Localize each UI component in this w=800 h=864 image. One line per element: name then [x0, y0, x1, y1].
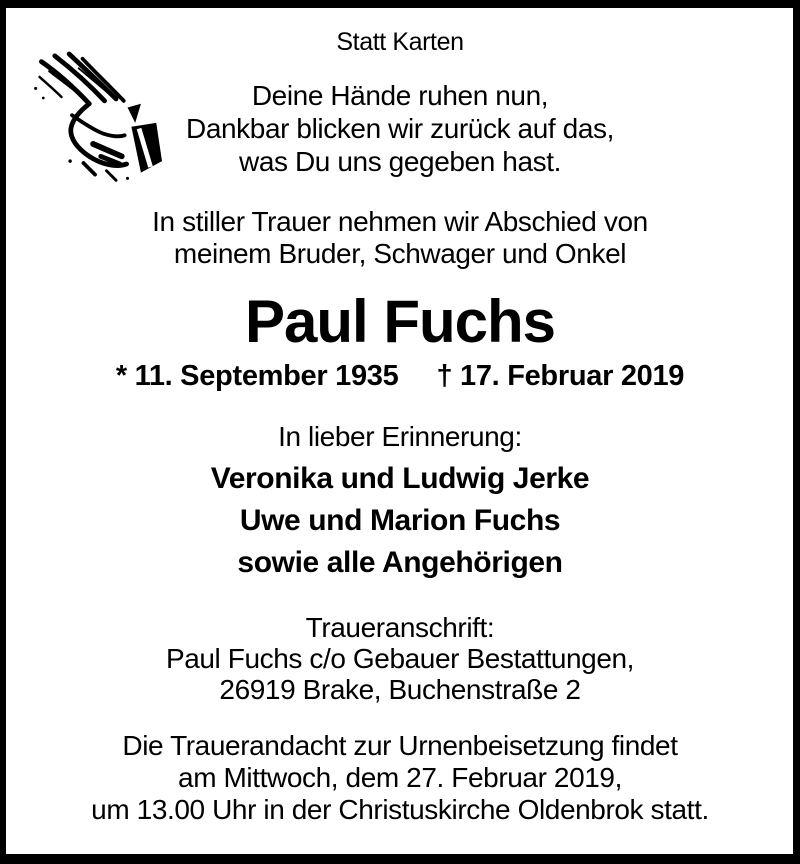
mourning-address: [0, 612, 800, 705]
remembrance: [0, 416, 800, 584]
service-line-1: Die Trauerandacht zur Urnenbeisetzung findet: [122, 730, 678, 761]
mourner-line-2: Uwe und Marion Fuchs: [239, 504, 561, 537]
mourner-line-3: sowie alle Angehörigen: [237, 546, 563, 579]
header-statt-karten: Statt Karten: [336, 28, 464, 56]
address-line-2: 26919 Brake, Buchenstraße 2: [219, 674, 581, 705]
remembrance-heading: In lieber Erinnerung:: [278, 421, 522, 452]
verse-line-3: was Du uns gegeben hast.: [239, 146, 561, 177]
death-date: † 17. Februar 2019: [436, 360, 685, 392]
life-dates: [0, 358, 800, 394]
deceased-name: Paul Fuchs: [244, 288, 556, 355]
birth-date: * 11. September 1935: [115, 360, 399, 392]
intro-line-1: In stiller Trauer nehmen wir Abschied von: [152, 206, 648, 237]
intro-line-2: meinem Bruder, Schwager und Onkel: [173, 238, 627, 269]
service-info: [0, 730, 800, 826]
service-line-2: am Mittwoch, dem 27. Februar 2019,: [178, 762, 622, 793]
verse-line-1: Deine Hände ruhen nun,: [251, 80, 549, 111]
address-line-1: Paul Fuchs c/o Gebauer Bestattungen,: [165, 643, 635, 674]
intro-text: [0, 206, 800, 270]
verse-line-2: Dankbar blicken wir zurück auf das,: [186, 113, 614, 144]
verse: [0, 79, 800, 178]
service-line-3: um 13.00 Uhr in der Christuskirche Oldenbrok statt.: [91, 794, 709, 825]
mourner-line-1: Veronika und Ludwig Jerke: [210, 462, 590, 495]
address-heading: Traueranschrift:: [305, 612, 495, 643]
